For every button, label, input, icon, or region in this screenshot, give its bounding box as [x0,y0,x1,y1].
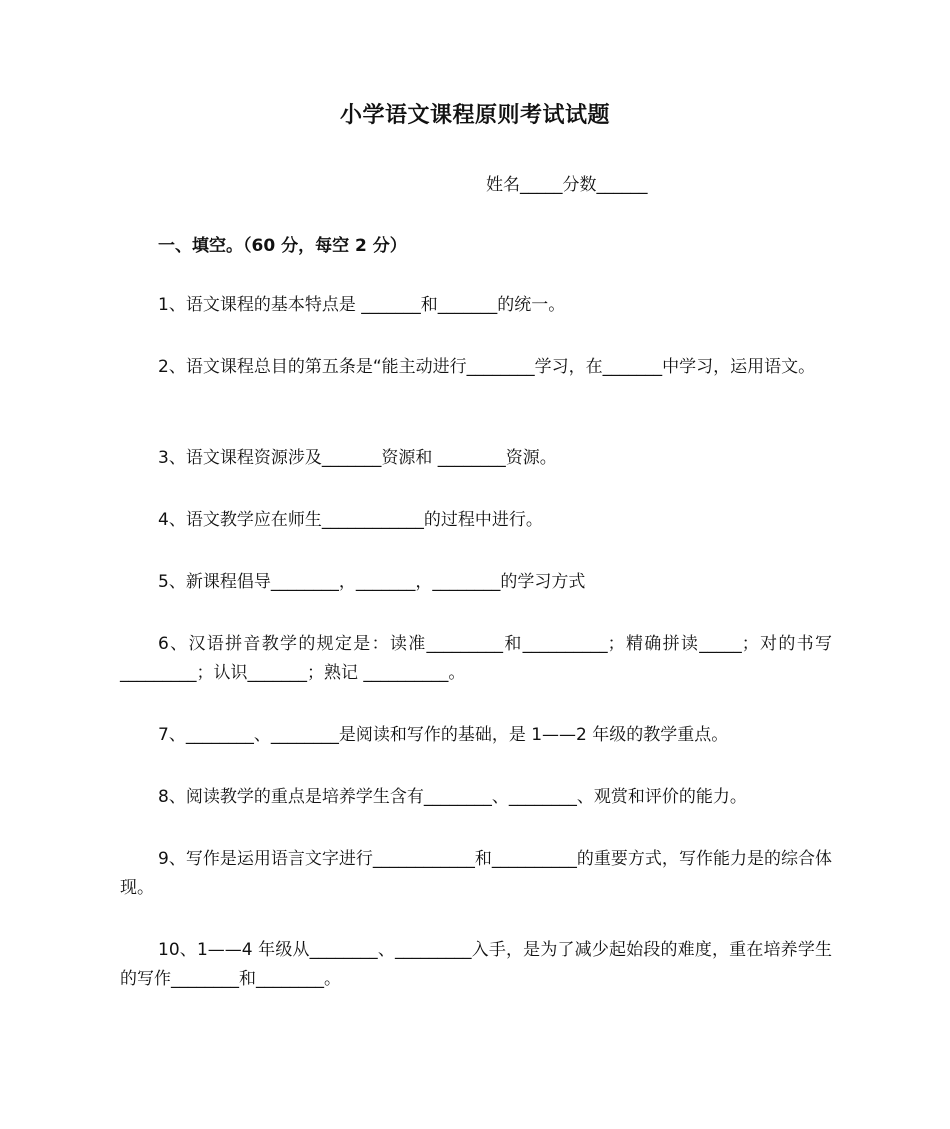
question-4: 4、语文教学应在师生____________的过程中进行。 [158,510,543,530]
question-10: 10、1——4 年级从________、_________入手，是为了减少起始段的难度，重在培养学生的写作________和________。 [120,940,832,989]
question-1: 1、语文课程的基本特点是 _______和_______的统一。 [158,295,566,315]
section-heading: 一、填空。（60 分，每空 2 分） [158,236,407,256]
question-3: 3、语文课程资源涉及_______资源和 ________资源。 [158,448,557,468]
question-6: 6、汉语拼音教学的规定是：读准_________和__________；精确拼读_____；对的书写_________；认识_______；熟记 __________。 [120,634,832,683]
question-2: 2、语文课程总目的第五条是“能主动进行________学习，在_______中学习，运用语文。 [158,357,816,377]
question-9: 9、写作是运用语言文字进行____________和__________的重要方式，写作能力是的综合体现。 [120,849,832,898]
question-8: 8、阅读教学的重点是培养学生含有________、________、观赏和评价的能力。 [158,787,747,807]
question-5: 5、新课程倡导________，_______，________的学习方式 [158,572,586,592]
question-7: 7、________、________是阅读和写作的基础，是 1——2 年级的教学重点。 [158,725,729,745]
name-score-line: 姓名_____分数______ [486,175,648,195]
page-title: 小学语文课程原则考试试题 [339,103,610,128]
